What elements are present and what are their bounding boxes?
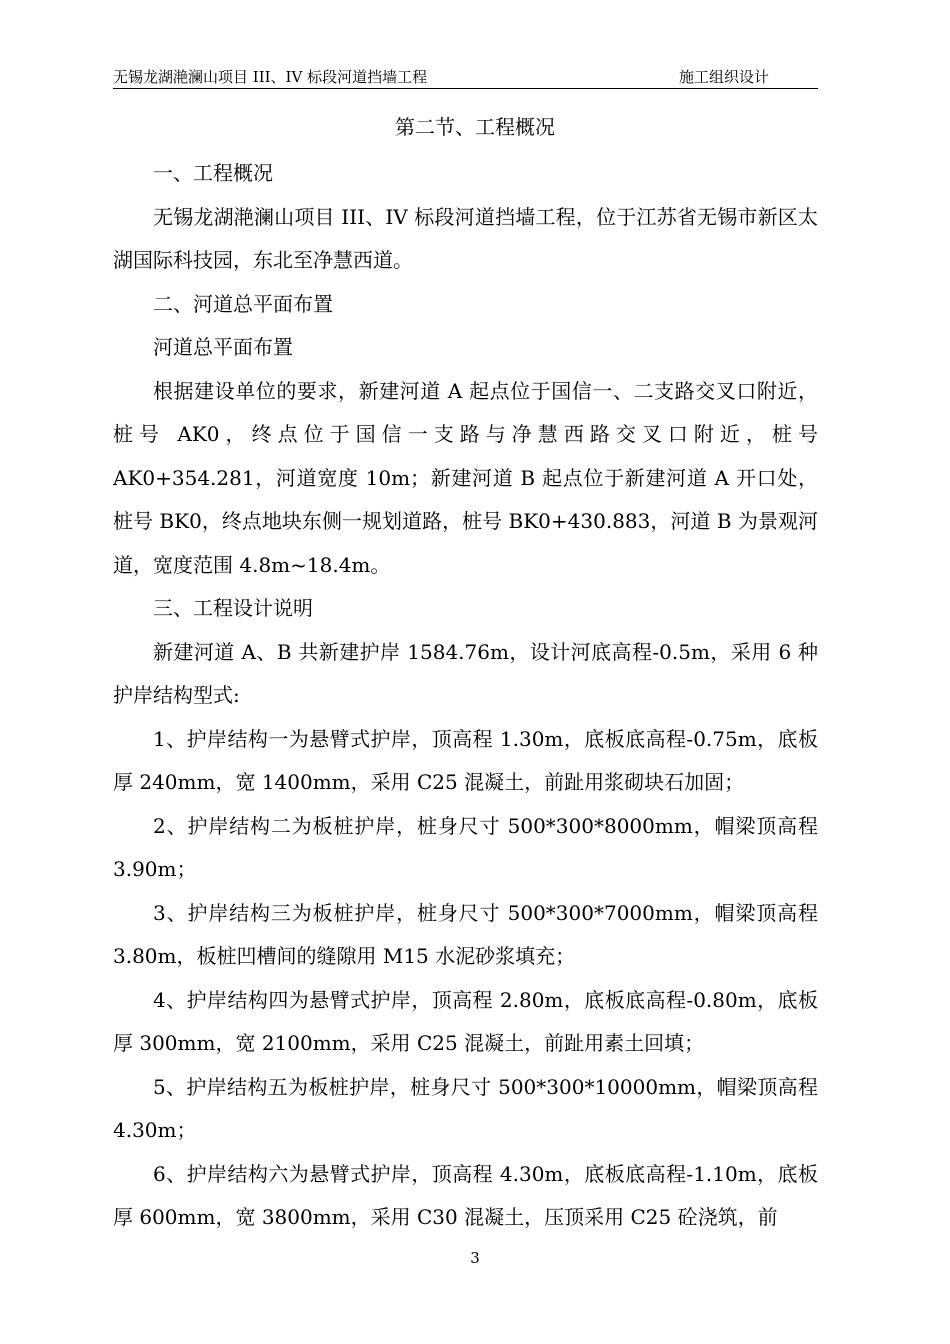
paragraph-location: 无锡龙湖滟澜山项目 III、IV 标段河道挡墙工程，位于江苏省无锡市新区太湖国际科技园，东北至净慧西道。	[113, 204, 818, 272]
list-item-structure-5: 5、护岸结构五为板桩护岸，桩身尺寸 500*300*10000mm，帽梁顶高程 4.30m；	[113, 1074, 818, 1142]
list-item-structure-6: 6、护岸结构六为悬臂式护岸，顶高程 4.30m，底板底高程-1.10m，底板厚 600mm，宽 3800mm，采用 C30 混凝土，压顶采用 C25 砼浇筑，前	[113, 1161, 818, 1229]
list-item-structure-4: 4、护岸结构四为悬臂式护岸，顶高程 2.80m，底板底高程-0.80m，底板厚 300mm，宽 2100mm，采用 C25 混凝土，前趾用素土回填；	[113, 987, 818, 1055]
list-item-structure-2: 2、护岸结构二为板桩护岸，桩身尺寸 500*300*8000mm，帽梁顶高程 3.90m；	[113, 813, 818, 881]
body-content	[113, 152, 818, 1240]
subheading-river-layout: 河道总平面布置	[153, 335, 293, 359]
heading-project-overview: 一、工程概况	[153, 161, 273, 185]
page-number: 3	[470, 1249, 480, 1267]
list-item-structure-3: 3、护岸结构三为板桩护岸，桩身尺寸 500*300*7000mm，帽梁顶高程 3.80m，板桩凹槽间的缝隙用 M15 水泥砂浆填充；	[113, 900, 818, 968]
header-document-type: 施工组织设计	[679, 68, 770, 86]
heading-river-layout: 二、河道总平面布置	[153, 291, 333, 316]
section-title: 第二节、工程概况	[395, 115, 555, 139]
paragraph-river-layout: 根据建设单位的要求，新建河道 A 起点位于国信一、二支路交叉口附近，桩号 AK0，终点位于国信一支路与净慧西路交叉口附近，桩号 AK0+354.281，河道宽度 10m；新建河道 B 起点位于新建河道 A 开口处，桩号 BK0，终点地块东侧一规划道路，桩号 BK0+430.883，河道 B 为景观河道，宽度范围 4.8m~18.4m。	[113, 378, 818, 577]
paragraph-design-summary: 新建河道 A、B 共新建护岸 1584.76m，设计河底高程-0.5m，采用 6 种护岸结构型式:	[113, 639, 818, 707]
page-header	[113, 66, 818, 89]
header-project-title: 无锡龙湖滟澜山项目 III、IV 标段河道挡墙工程	[113, 68, 428, 86]
heading-design-description: 三、工程设计说明	[153, 596, 313, 620]
list-item-structure-1: 1、护岸结构一为悬臂式护岸，顶高程 1.30m，底板底高程-0.75m，底板厚 240mm，宽 1400mm，采用 C25 混凝土，前趾用浆砌块石加固；	[113, 726, 818, 794]
